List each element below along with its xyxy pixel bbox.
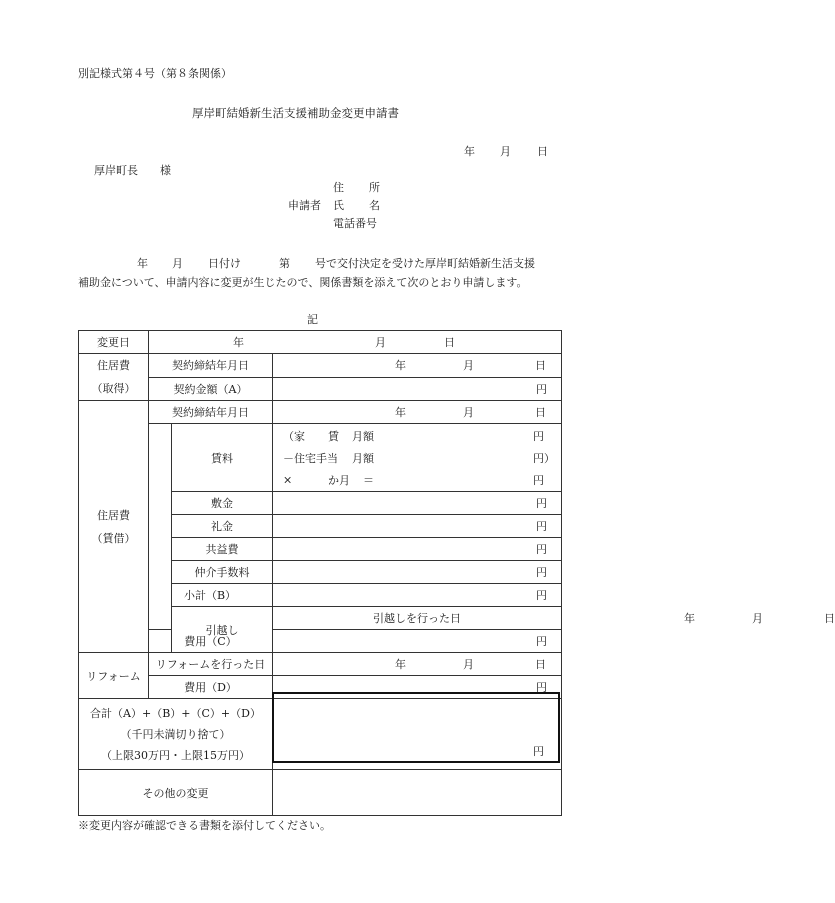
total-line2: （千円未満切り捨て） xyxy=(120,727,231,741)
rent-l2-yen: 円） xyxy=(533,452,555,465)
reform-date-label: リフォームを行った日 xyxy=(149,653,273,676)
body-year: 年 xyxy=(137,257,148,270)
applicant-label: 申請者 xyxy=(288,199,321,212)
total-label xyxy=(79,699,273,770)
application-table xyxy=(78,330,835,816)
subtotal-field[interactable] xyxy=(273,584,562,607)
housing-acq-amount-label: 契約金額（A） xyxy=(149,377,273,401)
applicant-address-a: 住 xyxy=(333,181,344,194)
ki-label: 記 xyxy=(307,313,318,326)
housing-rent-label2: （賃借） xyxy=(91,531,136,545)
reform-label: リフォーム xyxy=(79,653,149,699)
rent-l3a: × xyxy=(283,473,293,487)
acq-date-month: 月 xyxy=(463,359,474,373)
reform-date-year: 年 xyxy=(395,658,406,671)
rent-l3c: ＝ xyxy=(363,474,374,487)
rent-date-year: 年 xyxy=(395,406,406,419)
housing-acq-label xyxy=(79,354,149,401)
change-date-label: 変更日 xyxy=(79,331,149,354)
acq-date-day: 日 xyxy=(535,359,546,373)
form-number: 別記様式第４号（第８条関係） xyxy=(78,67,232,80)
subtotal-yen: 円 xyxy=(536,589,548,602)
rent-l1b: 賃 xyxy=(328,430,339,443)
change-date-month: 月 xyxy=(375,336,386,349)
common-fee-field[interactable] xyxy=(273,538,562,561)
reform-cost-yen: 円 xyxy=(536,681,548,694)
key-money-field[interactable] xyxy=(273,515,562,538)
addressee-name: 厚岸町長 xyxy=(94,164,138,177)
deposit-yen: 円 xyxy=(536,497,548,510)
housing-rent-label xyxy=(79,401,149,653)
key-money-yen: 円 xyxy=(536,520,548,533)
total-field[interactable] xyxy=(273,699,562,770)
applicant-name-b: 名 xyxy=(369,199,380,212)
common-fee-yen: 円 xyxy=(536,543,548,556)
housing-acq-label2: （取得） xyxy=(91,382,136,395)
total-line1: 合計（A）+（B）+（C）+（D） xyxy=(90,706,261,720)
date-month: 月 xyxy=(500,145,511,158)
rent-date-month: 月 xyxy=(463,406,474,419)
rent-l2b: 月額 xyxy=(352,452,374,465)
rent-label: 賃料 xyxy=(172,424,273,492)
reform-date-day: 日 xyxy=(535,658,546,671)
applicant-address-b: 所 xyxy=(369,181,380,194)
subtotal-label-text: 小計（B） xyxy=(183,589,237,602)
rent-l1a: （家 xyxy=(283,430,305,443)
common-fee-label: 共益費 xyxy=(172,538,273,561)
body-rest: 号で交付決定を受けた厚岸町結婚新生活支援 xyxy=(315,257,535,270)
other-change-label: その他の変更 xyxy=(79,770,273,816)
housing-acq-label1: 住居費 xyxy=(97,359,130,372)
reform-date-field[interactable] xyxy=(273,653,562,676)
housing-acq-amount-field[interactable] xyxy=(273,377,562,401)
body-month: 月 xyxy=(172,257,183,270)
total-line3: （上限30万円・上限15万円） xyxy=(101,748,250,762)
date-year: 年 xyxy=(464,145,475,158)
date-day: 日 xyxy=(537,145,548,158)
rent-l3b: か月 xyxy=(328,474,350,487)
total-yen: 円 xyxy=(533,745,544,758)
moving-cost-field[interactable] xyxy=(273,630,562,653)
moving-cost-yen: 円 xyxy=(536,635,548,648)
addressee-honorific: 様 xyxy=(160,164,171,177)
acq-amount-yen: 円 xyxy=(536,382,548,396)
housing-rent-contract-date-label: 契約締結年月日 xyxy=(149,401,273,424)
other-change-field[interactable] xyxy=(273,770,562,816)
moving-date-day: 日 xyxy=(824,612,835,625)
acq-date-year: 年 xyxy=(395,359,406,373)
rent-l1-yen: 円 xyxy=(533,430,544,443)
broker-fee-yen: 円 xyxy=(536,566,548,579)
broker-fee-label: 仲介手数料 xyxy=(172,561,273,584)
rent-l1c: 月額 xyxy=(352,430,374,443)
applicant-name-a: 氏 xyxy=(333,199,344,212)
applicant-phone: 電話番号 xyxy=(333,217,377,230)
broker-fee-field[interactable] xyxy=(273,561,562,584)
form-title: 厚岸町結婚新生活支援補助金変更申請書 xyxy=(192,106,399,120)
body-date: 日付け xyxy=(208,257,241,270)
body-no: 第 xyxy=(279,257,290,270)
reform-cost-label: 費用（D） xyxy=(149,676,273,699)
rent-calc-field[interactable] xyxy=(273,424,562,492)
housing-rent-label1: 住居費 xyxy=(97,508,130,522)
change-date-year: 年 xyxy=(233,336,244,349)
moving-date-month: 月 xyxy=(752,612,764,625)
housing-acq-contract-date-field[interactable] xyxy=(273,354,562,378)
rent-date-day: 日 xyxy=(535,406,546,419)
rent-indent-spacer xyxy=(149,424,172,630)
reform-date-month: 月 xyxy=(463,658,474,671)
subtotal-label xyxy=(172,584,273,607)
change-date-field[interactable] xyxy=(149,331,562,354)
moving-date-year: 年 xyxy=(684,612,696,625)
rent-l3-yen: 円 xyxy=(533,474,544,487)
housing-rent-contract-date-field[interactable] xyxy=(273,401,562,424)
moving-cost-label: 費用（C） xyxy=(149,630,273,653)
attachment-note: ※変更内容が確認できる書類を添付してください。 xyxy=(78,819,331,832)
change-date-day: 日 xyxy=(444,336,455,349)
housing-acq-contract-date-label: 契約締結年月日 xyxy=(149,354,273,378)
body-line2: 補助金について、申請内容に変更が生じたので、関係書類を添えて次のとおり申請します。 xyxy=(78,276,528,289)
deposit-label: 敷金 xyxy=(172,492,273,515)
moving-label: 引越し xyxy=(172,607,273,653)
deposit-field[interactable] xyxy=(273,492,562,515)
moving-date-label: 引越しを行った日 xyxy=(273,607,562,630)
reform-cost-field[interactable] xyxy=(273,676,562,699)
key-money-label: 礼金 xyxy=(172,515,273,538)
rent-l2a: －住宅手当 xyxy=(283,452,338,465)
